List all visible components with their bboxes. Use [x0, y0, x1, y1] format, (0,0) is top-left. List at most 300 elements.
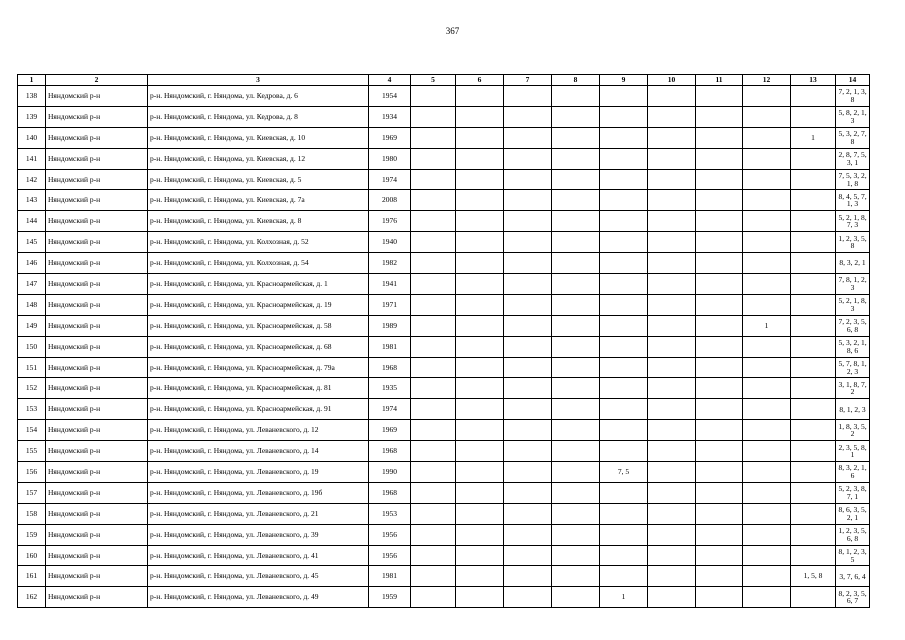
- table-cell-col-11: [696, 315, 743, 336]
- table-cell-col-8: [552, 253, 600, 274]
- table-cell-col-2: Няндомский р-н: [46, 127, 148, 148]
- table-cell-col-1: 138: [18, 86, 46, 107]
- table-cell-col-10: [648, 86, 696, 107]
- table-cell-col-3: р-н. Няндомский, г. Няндома, ул. Колхозная, д. 54: [148, 253, 369, 274]
- table-cell-col-12: [743, 232, 791, 253]
- table-cell-col-6: [456, 106, 504, 127]
- table-cell-col-14: 3, 7, 6, 4: [836, 566, 870, 587]
- table-cell-col-3: р-н. Няндомский, г. Няндома, ул. Красноармейская, д. 68: [148, 336, 369, 357]
- table-cell-col-4: 1969: [369, 420, 411, 441]
- table-cell-col-11: [696, 378, 743, 399]
- table-cell-col-9: [600, 378, 648, 399]
- table-cell-col-10: [648, 232, 696, 253]
- table-cell-col-9: [600, 106, 648, 127]
- table-cell-col-4: 1982: [369, 253, 411, 274]
- table-cell-col-7: [504, 127, 552, 148]
- table-cell-col-14: 8, 1, 2, 3: [836, 399, 870, 420]
- table-cell-col-8: [552, 524, 600, 545]
- table-row: [18, 190, 870, 211]
- table-cell-col-10: [648, 462, 696, 483]
- table-cell-col-11: [696, 232, 743, 253]
- table-cell-col-7: [504, 441, 552, 462]
- table-cell-col-1: 160: [18, 545, 46, 566]
- table-cell-col-8: [552, 336, 600, 357]
- table-cell-col-13: [791, 274, 836, 295]
- table-cell-col-6: [456, 148, 504, 169]
- table-cell-col-12: [743, 378, 791, 399]
- table-cell-col-1: 158: [18, 503, 46, 524]
- table-cell-col-1: 144: [18, 211, 46, 232]
- table-cell-col-2: Няндомский р-н: [46, 378, 148, 399]
- table-cell-col-9: [600, 190, 648, 211]
- column-header-12: 12: [743, 75, 791, 86]
- table-cell-col-9: [600, 357, 648, 378]
- table-cell-col-2: Няндомский р-н: [46, 462, 148, 483]
- table-cell-col-2: Няндомский р-н: [46, 315, 148, 336]
- table-cell-col-7: [504, 378, 552, 399]
- table-row: [18, 315, 870, 336]
- table-cell-col-14: 8, 2, 3, 5, 6, 7: [836, 587, 870, 608]
- table-cell-col-8: [552, 106, 600, 127]
- table-cell-col-11: [696, 190, 743, 211]
- table-cell-col-3: р-н. Няндомский, г. Няндома, ул. Красноармейская, д. 79а: [148, 357, 369, 378]
- table-cell-col-3: р-н. Няндомский, г. Няндома, ул. Колхозная, д. 52: [148, 232, 369, 253]
- table-row: [18, 148, 870, 169]
- table-cell-col-8: [552, 545, 600, 566]
- table-cell-col-5: [411, 545, 456, 566]
- table-cell-col-9: [600, 315, 648, 336]
- table-cell-col-9: [600, 127, 648, 148]
- table-cell-col-13: 1, 5, 8: [791, 566, 836, 587]
- table-cell-col-3: р-н. Няндомский, г. Няндома, ул. Кедрова, д. 6: [148, 86, 369, 107]
- table-row: [18, 462, 870, 483]
- table-cell-col-12: [743, 253, 791, 274]
- table-cell-col-10: [648, 441, 696, 462]
- table-cell-col-2: Няндомский р-н: [46, 524, 148, 545]
- table-cell-col-1: 141: [18, 148, 46, 169]
- table-cell-col-14: 5, 3, 2, 1, 8, 6: [836, 336, 870, 357]
- table-cell-col-11: [696, 336, 743, 357]
- table-cell-col-1: 146: [18, 253, 46, 274]
- table-cell-col-7: [504, 482, 552, 503]
- table-cell-col-1: 156: [18, 462, 46, 483]
- table-cell-col-1: 140: [18, 127, 46, 148]
- table-cell-col-9: [600, 545, 648, 566]
- table-cell-col-7: [504, 211, 552, 232]
- table-cell-col-3: р-н. Няндомский, г. Няндома, ул. Леваневского, д. 39: [148, 524, 369, 545]
- table-cell-col-2: Няндомский р-н: [46, 482, 148, 503]
- table-cell-col-3: р-н. Няндомский, г. Няндома, ул. Леваневского, д. 21: [148, 503, 369, 524]
- table-cell-col-4: 1981: [369, 336, 411, 357]
- table-cell-col-9: [600, 232, 648, 253]
- column-header-13: 13: [791, 75, 836, 86]
- table-cell-col-6: [456, 127, 504, 148]
- table-cell-col-5: [411, 524, 456, 545]
- table-cell-col-2: Няндомский р-н: [46, 545, 148, 566]
- table-cell-col-14: 2, 8, 7, 5, 3, 1: [836, 148, 870, 169]
- column-header-7: 7: [504, 75, 552, 86]
- table-cell-col-9: 7, 5: [600, 462, 648, 483]
- table-cell-col-4: 1935: [369, 378, 411, 399]
- table-cell-col-10: [648, 524, 696, 545]
- table-cell-col-2: Няндомский р-н: [46, 253, 148, 274]
- table-cell-col-1: 162: [18, 587, 46, 608]
- table-cell-col-1: 150: [18, 336, 46, 357]
- table-cell-col-12: [743, 482, 791, 503]
- table-cell-col-4: 1968: [369, 357, 411, 378]
- table-cell-col-13: [791, 524, 836, 545]
- table-row: [18, 211, 870, 232]
- table-cell-col-13: [791, 441, 836, 462]
- column-header-14: 14: [836, 75, 870, 86]
- table-cell-col-10: [648, 169, 696, 190]
- table-cell-col-14: 8, 4, 5, 7, 1, 3: [836, 190, 870, 211]
- table-cell-col-13: [791, 420, 836, 441]
- table-cell-col-12: [743, 566, 791, 587]
- table-cell-col-10: [648, 420, 696, 441]
- table-cell-col-1: 154: [18, 420, 46, 441]
- table-cell-col-9: [600, 336, 648, 357]
- table-cell-col-5: [411, 482, 456, 503]
- table-cell-col-3: р-н. Няндомский, г. Няндома, ул. Леваневского, д. 41: [148, 545, 369, 566]
- table-cell-col-10: [648, 378, 696, 399]
- table-cell-col-9: [600, 253, 648, 274]
- table-cell-col-6: [456, 587, 504, 608]
- table-cell-col-14: 1, 2, 3, 5, 6, 8: [836, 524, 870, 545]
- table-cell-col-7: [504, 315, 552, 336]
- table-cell-col-12: [743, 190, 791, 211]
- table-cell-col-12: [743, 545, 791, 566]
- table-cell-col-5: [411, 378, 456, 399]
- table-cell-col-3: р-н. Няндомский, г. Няндома, ул. Леваневского, д. 14: [148, 441, 369, 462]
- table-cell-col-8: [552, 420, 600, 441]
- table-row: [18, 545, 870, 566]
- table-cell-col-14: 5, 8, 2, 1, 3: [836, 106, 870, 127]
- column-header-6: 6: [456, 75, 504, 86]
- table-cell-col-12: [743, 399, 791, 420]
- table-cell-col-8: [552, 462, 600, 483]
- table-cell-col-2: Няндомский р-н: [46, 566, 148, 587]
- table-cell-col-9: [600, 503, 648, 524]
- table-cell-col-4: 1959: [369, 587, 411, 608]
- table-cell-col-14: 5, 3, 2, 7, 8: [836, 127, 870, 148]
- table-cell-col-5: [411, 503, 456, 524]
- table-cell-col-7: [504, 524, 552, 545]
- table-cell-col-1: 143: [18, 190, 46, 211]
- table-cell-col-14: 8, 3, 2, 1, 6: [836, 462, 870, 483]
- table-row: [18, 399, 870, 420]
- table-cell-col-12: [743, 587, 791, 608]
- column-header-8: 8: [552, 75, 600, 86]
- table-row: [18, 253, 870, 274]
- table-row: [18, 274, 870, 295]
- table-cell-col-11: [696, 357, 743, 378]
- table-cell-col-2: Няндомский р-н: [46, 441, 148, 462]
- table-cell-col-12: [743, 441, 791, 462]
- table-row: [18, 587, 870, 608]
- table-cell-col-6: [456, 399, 504, 420]
- table-cell-col-6: [456, 232, 504, 253]
- table-cell-col-7: [504, 545, 552, 566]
- table-cell-col-1: 147: [18, 274, 46, 295]
- table-cell-col-12: [743, 524, 791, 545]
- table-cell-col-13: [791, 190, 836, 211]
- table-cell-col-6: [456, 503, 504, 524]
- table-cell-col-3: р-н. Няндомский, г. Няндома, ул. Киевская, д. 5: [148, 169, 369, 190]
- table-cell-col-5: [411, 86, 456, 107]
- column-header-5: 5: [411, 75, 456, 86]
- table-cell-col-10: [648, 482, 696, 503]
- table-cell-col-14: 7, 5, 3, 2, 1, 8: [836, 169, 870, 190]
- table-cell-col-8: [552, 399, 600, 420]
- table-cell-col-5: [411, 211, 456, 232]
- table-cell-col-3: р-н. Няндомский, г. Няндома, ул. Красноармейская, д. 19: [148, 294, 369, 315]
- table-cell-col-8: [552, 503, 600, 524]
- table-cell-col-3: р-н. Няндомский, г. Няндома, ул. Кедрова, д. 8: [148, 106, 369, 127]
- table-cell-col-12: [743, 86, 791, 107]
- table-cell-col-5: [411, 253, 456, 274]
- table-cell-col-2: Няндомский р-н: [46, 211, 148, 232]
- table-cell-col-5: [411, 441, 456, 462]
- table-cell-col-8: [552, 86, 600, 107]
- column-header-2: 2: [46, 75, 148, 86]
- table-cell-col-12: [743, 169, 791, 190]
- table-cell-col-7: [504, 587, 552, 608]
- table-cell-col-9: [600, 169, 648, 190]
- table-cell-col-6: [456, 566, 504, 587]
- table-cell-col-13: [791, 169, 836, 190]
- table-cell-col-3: р-н. Няндомский, г. Няндома, ул. Леваневского, д. 19б: [148, 482, 369, 503]
- table-cell-col-14: 5, 2, 1, 8, 7, 3: [836, 211, 870, 232]
- table-cell-col-5: [411, 587, 456, 608]
- column-header-3: 3: [148, 75, 369, 86]
- table-cell-col-7: [504, 420, 552, 441]
- table-cell-col-11: [696, 462, 743, 483]
- table-cell-col-13: [791, 336, 836, 357]
- table-cell-col-10: [648, 566, 696, 587]
- column-header-10: 10: [648, 75, 696, 86]
- table-cell-col-3: р-н. Няндомский, г. Няндома, ул. Красноармейская, д. 81: [148, 378, 369, 399]
- table-cell-col-14: 7, 2, 3, 5, 6, 8: [836, 315, 870, 336]
- table-cell-col-7: [504, 253, 552, 274]
- table-cell-col-8: [552, 587, 600, 608]
- table-cell-col-8: [552, 378, 600, 399]
- table-cell-col-7: [504, 336, 552, 357]
- table-cell-col-6: [456, 482, 504, 503]
- table-cell-col-1: 139: [18, 106, 46, 127]
- table-cell-col-2: Няндомский р-н: [46, 294, 148, 315]
- table-cell-col-12: [743, 336, 791, 357]
- table-cell-col-4: 1980: [369, 148, 411, 169]
- table-cell-col-8: [552, 148, 600, 169]
- table-cell-col-10: [648, 211, 696, 232]
- table-cell-col-10: [648, 127, 696, 148]
- table-cell-col-6: [456, 169, 504, 190]
- table-cell-col-11: [696, 399, 743, 420]
- table-cell-col-10: [648, 106, 696, 127]
- table-cell-col-4: 1969: [369, 127, 411, 148]
- table-cell-col-1: 155: [18, 441, 46, 462]
- table-cell-col-9: [600, 86, 648, 107]
- header-row: [18, 75, 870, 86]
- table-row: [18, 294, 870, 315]
- table-cell-col-3: р-н. Няндомский, г. Няндома, ул. Красноармейская, д. 91: [148, 399, 369, 420]
- table-row: [18, 127, 870, 148]
- table-cell-col-8: [552, 211, 600, 232]
- table-cell-col-8: [552, 274, 600, 295]
- table-cell-col-6: [456, 274, 504, 295]
- table-cell-col-2: Няндомский р-н: [46, 232, 148, 253]
- table-cell-col-14: 8, 1, 2, 3, 5: [836, 545, 870, 566]
- table-cell-col-8: [552, 232, 600, 253]
- table-row: [18, 336, 870, 357]
- table-body: [18, 86, 870, 608]
- table-cell-col-2: Няндомский р-н: [46, 274, 148, 295]
- table-cell-col-5: [411, 106, 456, 127]
- table-cell-col-4: 1974: [369, 399, 411, 420]
- table-cell-col-13: 1: [791, 127, 836, 148]
- table-cell-col-6: [456, 524, 504, 545]
- table-cell-col-3: р-н. Няндомский, г. Няндома, ул. Киевская, д. 8: [148, 211, 369, 232]
- table-cell-col-12: [743, 211, 791, 232]
- table-cell-col-5: [411, 232, 456, 253]
- table-row: [18, 232, 870, 253]
- table-cell-col-10: [648, 294, 696, 315]
- table-cell-col-4: 1989: [369, 315, 411, 336]
- table-cell-col-6: [456, 315, 504, 336]
- table-cell-col-6: [456, 253, 504, 274]
- table-cell-col-8: [552, 294, 600, 315]
- table-cell-col-12: [743, 357, 791, 378]
- table-cell-col-5: [411, 274, 456, 295]
- table-cell-col-5: [411, 399, 456, 420]
- table-cell-col-5: [411, 566, 456, 587]
- table-cell-col-5: [411, 420, 456, 441]
- table-cell-col-6: [456, 357, 504, 378]
- table-cell-col-13: [791, 232, 836, 253]
- table-row: [18, 503, 870, 524]
- table-row: [18, 441, 870, 462]
- table-cell-col-4: 1954: [369, 86, 411, 107]
- table-cell-col-4: 1974: [369, 169, 411, 190]
- table-cell-col-13: [791, 211, 836, 232]
- table-cell-col-3: р-н. Няндомский, г. Няндома, ул. Леваневского, д. 49: [148, 587, 369, 608]
- housing-table: [17, 74, 870, 608]
- table-cell-col-7: [504, 294, 552, 315]
- table-cell-col-9: [600, 399, 648, 420]
- table-cell-col-7: [504, 169, 552, 190]
- table-cell-col-13: [791, 482, 836, 503]
- table-cell-col-4: 1941: [369, 274, 411, 295]
- table-cell-col-11: [696, 545, 743, 566]
- table-cell-col-9: [600, 148, 648, 169]
- table-cell-col-5: [411, 148, 456, 169]
- table-cell-col-5: [411, 336, 456, 357]
- table-cell-col-11: [696, 106, 743, 127]
- table-cell-col-12: [743, 274, 791, 295]
- table-cell-col-4: 1968: [369, 441, 411, 462]
- table-cell-col-12: [743, 420, 791, 441]
- table-cell-col-10: [648, 587, 696, 608]
- table-cell-col-6: [456, 190, 504, 211]
- table-cell-col-12: [743, 294, 791, 315]
- table-row: [18, 86, 870, 107]
- column-header-11: 11: [696, 75, 743, 86]
- table-cell-col-1: 151: [18, 357, 46, 378]
- table-cell-col-9: [600, 294, 648, 315]
- table-cell-col-8: [552, 190, 600, 211]
- table-cell-col-8: [552, 441, 600, 462]
- table-cell-col-7: [504, 232, 552, 253]
- table-cell-col-14: 5, 7, 8, 1, 2, 3: [836, 357, 870, 378]
- table-cell-col-7: [504, 503, 552, 524]
- table-cell-col-11: [696, 482, 743, 503]
- table-cell-col-10: [648, 399, 696, 420]
- table-cell-col-14: 5, 2, 3, 8, 7, 1: [836, 482, 870, 503]
- table-cell-col-4: 1956: [369, 524, 411, 545]
- table-cell-col-6: [456, 420, 504, 441]
- table-cell-col-8: [552, 315, 600, 336]
- table-cell-col-14: 8, 3, 2, 1: [836, 253, 870, 274]
- table-cell-col-1: 148: [18, 294, 46, 315]
- table-cell-col-11: [696, 587, 743, 608]
- table-cell-col-11: [696, 253, 743, 274]
- table-cell-col-2: Няндомский р-н: [46, 420, 148, 441]
- table-cell-col-9: 1: [600, 587, 648, 608]
- table-cell-col-3: р-н. Няндомский, г. Няндома, ул. Красноармейская, д. 1: [148, 274, 369, 295]
- table-cell-col-1: 157: [18, 482, 46, 503]
- table-cell-col-13: [791, 86, 836, 107]
- table-cell-col-13: [791, 294, 836, 315]
- table-cell-col-5: [411, 294, 456, 315]
- table-cell-col-7: [504, 148, 552, 169]
- table-cell-col-7: [504, 357, 552, 378]
- table-cell-col-10: [648, 357, 696, 378]
- column-header-9: 9: [600, 75, 648, 86]
- table-cell-col-7: [504, 566, 552, 587]
- table-cell-col-10: [648, 545, 696, 566]
- column-header-1: 1: [18, 75, 46, 86]
- table-cell-col-13: [791, 503, 836, 524]
- table-cell-col-11: [696, 169, 743, 190]
- table-cell-col-8: [552, 482, 600, 503]
- table-cell-col-6: [456, 211, 504, 232]
- table-cell-col-10: [648, 503, 696, 524]
- table-cell-col-3: р-н. Няндомский, г. Няндома, ул. Леваневского, д. 45: [148, 566, 369, 587]
- table-cell-col-7: [504, 399, 552, 420]
- table-cell-col-13: [791, 378, 836, 399]
- table-cell-col-4: 1968: [369, 482, 411, 503]
- table-cell-col-14: 8, 6, 3, 5, 2, 1: [836, 503, 870, 524]
- table-cell-col-1: 152: [18, 378, 46, 399]
- table-cell-col-10: [648, 274, 696, 295]
- table-cell-col-1: 161: [18, 566, 46, 587]
- table-cell-col-13: [791, 106, 836, 127]
- table-row: [18, 378, 870, 399]
- table-cell-col-11: [696, 420, 743, 441]
- table-row: [18, 169, 870, 190]
- table-cell-col-8: [552, 357, 600, 378]
- table-cell-col-1: 159: [18, 524, 46, 545]
- table-cell-col-13: [791, 148, 836, 169]
- table-cell-col-12: 1: [743, 315, 791, 336]
- table-cell-col-8: [552, 127, 600, 148]
- table-cell-col-9: [600, 482, 648, 503]
- table-cell-col-12: [743, 127, 791, 148]
- table-cell-col-5: [411, 190, 456, 211]
- table-cell-col-7: [504, 462, 552, 483]
- table-cell-col-2: Няндомский р-н: [46, 357, 148, 378]
